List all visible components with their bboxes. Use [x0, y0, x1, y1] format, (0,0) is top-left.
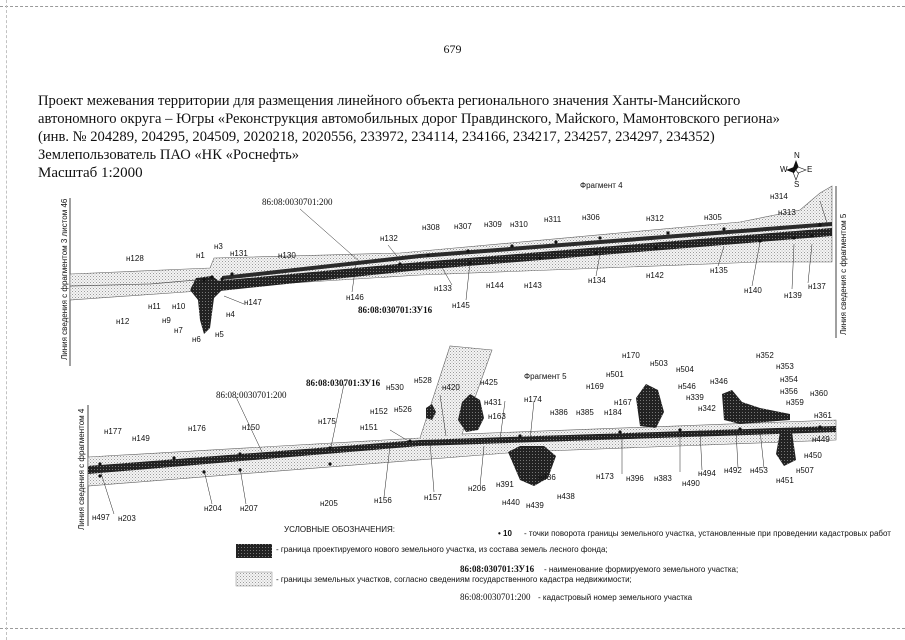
legend-new-parcel-name-symbol: 86:08:030701:ЗУ16 — [460, 564, 535, 574]
point-label: н346 — [710, 377, 728, 386]
point-label: н150 — [242, 423, 260, 432]
point-label: н396 — [626, 474, 644, 483]
point-label: н11 — [148, 302, 161, 311]
point-label: н546 — [678, 382, 696, 391]
legend-item-cadastral — [276, 575, 632, 584]
fragment4-left-boundary-caption: Линия сведения с фрагментом 3 листом 46 — [60, 198, 69, 360]
fragment4-title: Фрагмент 4 — [580, 181, 623, 190]
point-label: н4 — [226, 310, 235, 319]
point-label: н169 — [586, 382, 604, 391]
point-label: н503 — [650, 359, 668, 368]
point-label: н156 — [374, 496, 392, 505]
point-label: н1 — [196, 251, 205, 260]
point-label: н314 — [770, 192, 788, 201]
legend-swatch-new-parcel — [236, 544, 272, 558]
point-label: н354 — [780, 375, 798, 384]
point-label: н507 — [796, 466, 814, 475]
legend-swatch-cadastral — [236, 572, 272, 586]
point-label: н530 — [386, 383, 404, 392]
point-label: н204 — [204, 504, 222, 513]
point-label: н143 — [524, 281, 542, 290]
fragment5-title: Фрагмент 5 — [524, 372, 567, 381]
point-label: н140 — [744, 286, 762, 295]
point-label: н9 — [162, 316, 171, 325]
point-label: н130 — [278, 251, 296, 260]
point-label: н494 — [698, 469, 716, 478]
point-label: н152 — [370, 407, 388, 416]
point-label: н146 — [346, 293, 364, 302]
legend-item1-text: - граница проектируемого нового земельного участка, из состава земель лесного фонда; — [276, 545, 608, 554]
point-label: н308 — [422, 223, 440, 232]
legend-title: УСЛОВНЫЕ ОБОЗНАЧЕНИЯ: — [284, 525, 395, 534]
point-label: н175 — [318, 417, 336, 426]
point-label: н313 — [778, 208, 796, 217]
point-label: н356 — [780, 387, 798, 396]
point-label: н132 — [380, 234, 398, 243]
point-label: н203 — [118, 514, 136, 523]
point-label: н149 — [132, 434, 150, 443]
point-label: н385 — [576, 408, 594, 417]
point-label: н438 — [557, 492, 575, 501]
point-label: н490 — [682, 479, 700, 488]
legend-item-new-parcel — [276, 545, 608, 554]
compass-e: E — [807, 165, 813, 174]
point-label: н131 — [230, 249, 248, 258]
point-label: н157 — [424, 493, 442, 502]
point-label: н305 — [704, 213, 722, 222]
point-label: н206 — [468, 484, 486, 493]
fragment4-cadastral-new: 86:08:030701:ЗУ16 — [358, 305, 433, 315]
point-label: н207 — [240, 504, 258, 513]
point-label: н449 — [812, 435, 830, 444]
point-label: н504 — [676, 365, 694, 374]
fragment-4 — [60, 181, 848, 366]
compass-s: S — [794, 180, 800, 189]
point-label: н145 — [452, 301, 470, 310]
point-label: н7 — [174, 326, 183, 335]
point-label: н184 — [604, 408, 622, 417]
point-label: н170 — [622, 351, 640, 360]
point-label: н177 — [104, 427, 122, 436]
point-label: н312 — [646, 214, 664, 223]
point-label: н173 — [596, 472, 614, 481]
point-label: н310 — [510, 220, 528, 229]
point-label: н309 — [484, 220, 502, 229]
title-line-1: Проект межевания территории для размещения линейного объекта регионального значения Ханты-Мансийского — [38, 93, 741, 109]
fragment5-spur-h501 — [636, 384, 664, 428]
point-label: н151 — [360, 423, 378, 432]
legend-item4-text: - наименование формируемого земельного участка; — [544, 565, 739, 574]
point-label: н501 — [606, 370, 624, 379]
point-label: н342 — [698, 404, 716, 413]
point-label: н311 — [544, 215, 562, 224]
point-label: н383 — [654, 474, 672, 483]
legend-item3-text: - точки поворота границы земельного участка, установленные при проведении кадастровых работ — [524, 529, 891, 538]
legend-item5-text: - кадастровый номер земельного участка — [538, 593, 693, 602]
point-label: н5 — [215, 330, 224, 339]
point-label: н137 — [808, 282, 826, 291]
fragment4-spur — [190, 276, 226, 334]
legend-item-points — [524, 529, 891, 538]
point-label: н425 — [480, 378, 498, 387]
fragment-5 — [77, 346, 836, 530]
point-label: н361 — [814, 411, 832, 420]
point-label: н453 — [750, 466, 768, 475]
point-label: н133 — [434, 284, 452, 293]
point-label: н352 — [756, 351, 774, 360]
fragment5-cadastral-new: 86:08:030701:ЗУ16 — [306, 378, 381, 388]
point-label: н10 — [172, 302, 186, 311]
point-label: н167 — [614, 398, 632, 407]
point-label: н436 — [538, 473, 556, 482]
point-label: н306 — [582, 213, 600, 222]
fragment5-left-boundary-caption: Линия сведения с фрагментом 4 — [77, 408, 86, 530]
point-label: н360 — [810, 389, 828, 398]
point-label: н528 — [414, 376, 432, 385]
point-label: н359 — [786, 398, 804, 407]
point-label: н128 — [126, 254, 144, 263]
title-line-3: (инв. № 204289, 204295, 204509, 2020218, 2020556, 233972, 234114, 234166, 234217, 234257, 234297, 234352) — [38, 129, 715, 145]
point-label: н12 — [116, 317, 130, 326]
fragment4-cadastral-existing: 86:08:0030701:200 — [262, 197, 333, 207]
point-label: н391 — [496, 480, 514, 489]
point-label: н420 — [442, 383, 460, 392]
legend — [236, 525, 891, 602]
point-label: н339 — [686, 393, 704, 402]
point-label: н3 — [214, 242, 223, 251]
point-label: н440 — [502, 498, 520, 507]
point-label: н451 — [776, 476, 794, 485]
legend-item2-text: - границы земельных участков, согласно сведениям государственного кадастра недвижимости; — [276, 575, 632, 584]
point-label: н497 — [92, 513, 110, 522]
point-label: н439 — [526, 501, 544, 510]
point-label: н139 — [784, 291, 802, 300]
page-number: 679 — [443, 42, 462, 56]
point-label: н307 — [454, 222, 472, 231]
point-label: н163 — [488, 412, 506, 421]
point-label: н526 — [394, 405, 412, 414]
point-label: н6 — [192, 335, 201, 344]
land-user-line: Землепользователь ПАО «НК «Роснефть» — [38, 147, 300, 163]
point-label: н142 — [646, 271, 664, 280]
legend-cadastral-number-symbol: 86:08:0030701:200 — [460, 592, 531, 602]
point-label: н450 — [804, 451, 822, 460]
scale-label: Масштаб 1:2000 — [38, 165, 143, 181]
point-label: н353 — [776, 362, 794, 371]
fragment4-right-boundary-caption: Линия сведения с фрагментом 5 — [839, 213, 848, 335]
north-arrow-icon — [780, 151, 812, 189]
compass-w: W — [780, 165, 788, 174]
point-label: н386 — [550, 408, 568, 417]
point-label: н135 — [710, 266, 728, 275]
point-label: н174 — [524, 395, 542, 404]
legend-point-symbol: • 10 — [498, 529, 512, 538]
compass-n: N — [794, 151, 800, 160]
point-label: н176 — [188, 424, 206, 433]
point-label: н134 — [588, 276, 606, 285]
point-label: н205 — [320, 499, 338, 508]
title-line-2: автономного округа – Югры «Реконструкция автомобильных дорог Правдинского, Майского, Мамонтовского региона» — [38, 111, 780, 127]
point-label: н147 — [244, 298, 262, 307]
point-label: н492 — [724, 466, 742, 475]
point-label: н431 — [484, 398, 502, 407]
fragment5-cadastral-existing: 86:08:0030701:200 — [216, 390, 287, 400]
point-label: н144 — [486, 281, 504, 290]
